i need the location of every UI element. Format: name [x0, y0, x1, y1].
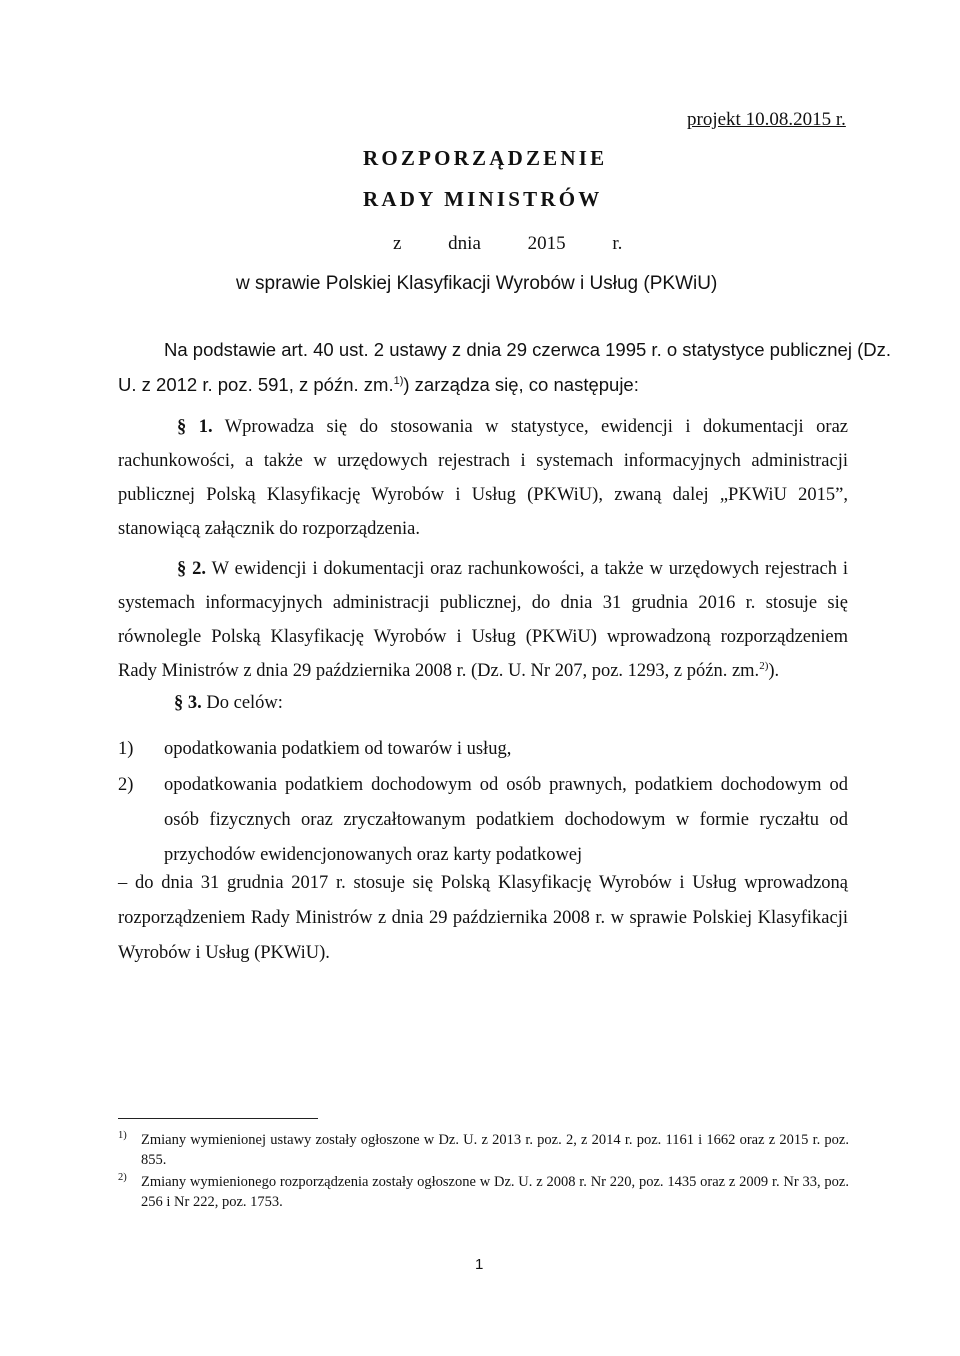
footnote-mark: 1)	[118, 1130, 127, 1141]
footnote-text: Zmiany wymienionego rozporządzenia zostały ogłoszone w Dz. U. z 2008 r. Nr 220, poz. 1435 oraz z 2009 r. Nr 33, poz. 256 i Nr 222, poz. 1753.	[141, 1174, 849, 1210]
page-number: 1	[475, 1256, 484, 1273]
footnote-text: Zmiany wymienionej ustawy zostały ogłoszone w Dz. U. z 2013 r. poz. 2, z 2014 r. poz. 1161 i 1662 oraz z 2015 r. poz. 855.	[141, 1132, 849, 1168]
legal-basis-text-end: ) zarządza się, co następuje:	[403, 374, 639, 395]
section-2-mark: § 2.	[177, 559, 207, 579]
section-2	[118, 552, 848, 688]
section-1-mark: § 1.	[177, 417, 213, 437]
list-item-text: opodatkowania podatkiem od towarów i usług,	[164, 739, 512, 759]
document-subject: w sprawie Polskiej Klasyfikacji Wyrobów i Usług (PKWiU)	[236, 273, 718, 294]
legal-basis-line-2	[118, 374, 639, 396]
document-date: z dnia 2015 r.	[393, 233, 623, 254]
footnote-mark: 2)	[118, 1172, 127, 1183]
document-title: ROZPORZĄDZENIE	[363, 146, 608, 170]
section-3-text: Do celów:	[206, 693, 283, 713]
draft-status: projekt 10.08.2015 r.	[687, 109, 846, 130]
legal-basis-line-1: Na podstawie art. 40 ust. 2 ustawy z dnia 29 czerwca 1995 r. o statystyce publicznej (Dz.	[164, 339, 891, 360]
section-2-end: ).	[768, 661, 780, 681]
section-2-text: W ewidencji i dokumentacji oraz rachunkowości, a także w urzędowych rejestrach i systemach informacyjnych administracji publicznej, do dnia 31 grudnia 2016 r. stosuje się równolegle Polską Klasyfikację Wyrobów i Usług (PKWiU) wprowadzoną rozporządzeniem Rady Ministrów z dnia 29 października 2008 r. (Dz. U. Nr 207, poz. 1293, z późn. zm.	[118, 559, 849, 681]
closing-provision: – do dnia 31 grudnia 2017 r. stosuje się Polską Klasyfikację Wyrobów i Usług wprowadzoną rozporządzeniem Rady Ministrów z dnia 29 października 2008 r. w sprawie Polskiej Klasyfikacji Wyrobów i Usług (PKWiU).	[118, 873, 848, 963]
section-1-text: Wprowadza się do stosowania w statystyce, ewidencji i dokumentacji oraz rachunkowości, a także w urzędowych rejestrach i systemach informacyjnych administracji publicznej Polską Klasyfikację Wyrobów i Usług (PKWiU), zwaną dalej „PKWiU 2015”, stanowiącą załącznik do rozporządzenia.	[118, 417, 848, 539]
section-1	[118, 410, 848, 546]
footnote-ref-2[interactable]: 2)	[759, 659, 769, 672]
section-3	[174, 693, 574, 714]
footnote-separator	[118, 1118, 318, 1119]
list-item-text: opodatkowania podatkiem dochodowym od osób prawnych, podatkiem dochodowym od osób fizycznych oraz zryczałtowanym podatkiem dochodowym w formie ryczałtu od przychodów ewidencjonowanych oraz karty podatkowej	[164, 775, 848, 865]
list-item-number: 2)	[118, 775, 134, 795]
section-3-mark: § 3.	[174, 693, 202, 713]
list-item-number: 1)	[118, 739, 134, 759]
footnote-ref-1[interactable]: 1)	[393, 374, 404, 387]
issuing-authority: RADY MINISTRÓW	[363, 187, 603, 211]
legal-basis-text: U. z 2012 r. poz. 591, z późn. zm.	[118, 374, 394, 395]
